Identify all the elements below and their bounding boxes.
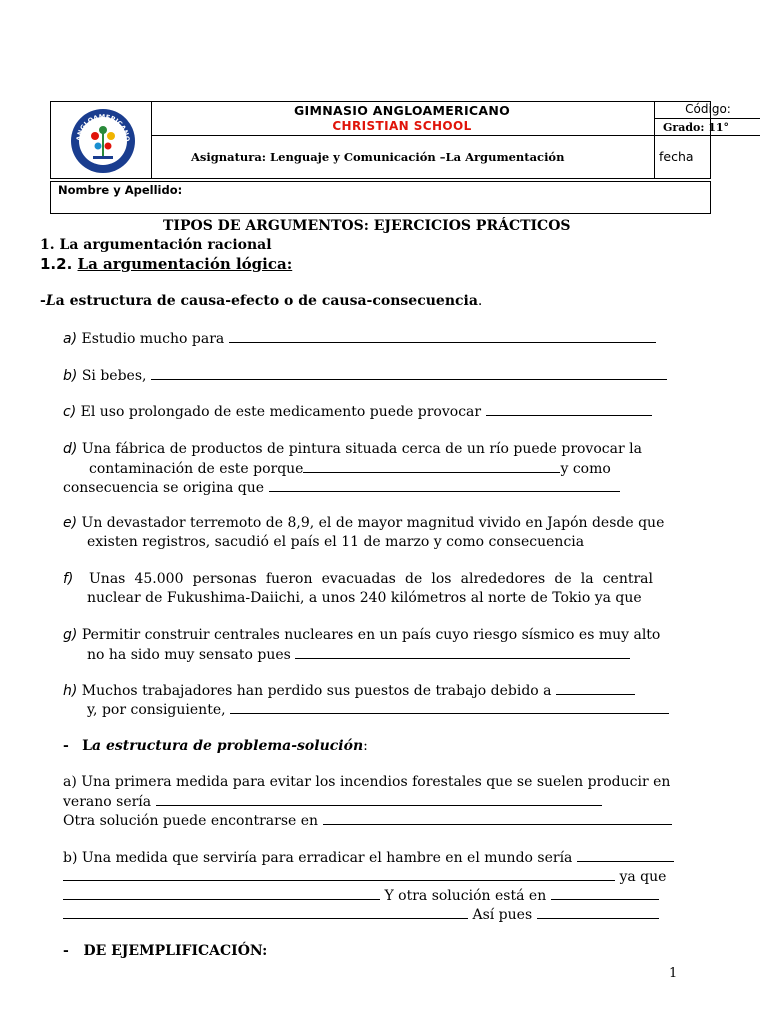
item-e-label: e) <box>63 515 78 531</box>
pb-line1 <box>63 848 674 867</box>
pb-blank-1[interactable] <box>577 848 674 862</box>
item-e-line1 <box>63 514 664 532</box>
item-d-text-2a: contaminación de este porque <box>89 461 304 477</box>
pb-line2 <box>63 867 666 886</box>
item-d-label: d) <box>63 441 78 457</box>
pa-text-1: a) Una primera medida para evitar los incendios forestales que se suelen producir en <box>63 774 671 790</box>
causa-L: L <box>45 293 56 309</box>
worksheet-title: TIPOS DE ARGUMENTOS: EJERCICIOS PRÁCTICOS <box>163 218 571 234</box>
page-number: 1 <box>669 966 678 981</box>
item-d-text-1: Una fábrica de productos de pintura situada cerca de un río puede provocar la <box>81 441 642 457</box>
item-f-label: f) <box>63 571 74 587</box>
item-a-label: a) <box>63 331 78 347</box>
pb-blank-6[interactable] <box>537 905 659 919</box>
item-e-text-1: Un devastador terremoto de 8,9, el de mayor magnitud vivido en Japón desde que <box>81 515 665 531</box>
causa-dot: . <box>477 293 483 309</box>
item-d-text-3: consecuencia se origina que <box>63 480 265 496</box>
causa-heading <box>40 292 482 310</box>
item-g-label: g) <box>63 627 78 643</box>
school-logo <box>51 102 151 178</box>
header-right <box>654 102 761 178</box>
item-c <box>63 402 652 421</box>
item-h-blank-1[interactable] <box>556 681 635 695</box>
item-g-line1 <box>63 626 660 644</box>
pb-line3 <box>63 886 659 905</box>
item-f-text-1: Unas 45.000 personas fueron evacuadas de los alrededores de la central <box>89 571 653 587</box>
ejemplificacion-title: DE EJEMPLIFICACIÓN: <box>83 943 268 959</box>
problema-colon: : <box>363 738 368 754</box>
school-name: GIMNASIO ANGLOAMERICANO <box>293 103 511 118</box>
name-label: Nombre y Apellido: <box>58 183 183 197</box>
item-e-text-2: existen registros, sacudió el país el 11 de marzo y como consecuencia <box>87 534 585 550</box>
item-d-line2 <box>89 459 611 478</box>
header-divider <box>151 135 760 136</box>
item-f-text-2: nuclear de Fukushima-Daiichi, a unos 240 kilómetros al norte de Tokio ya que <box>87 590 642 606</box>
section-1-title: 1. La argumentación racional <box>40 237 272 253</box>
item-a-blank[interactable] <box>229 329 656 343</box>
item-b-label: b) <box>63 368 78 384</box>
item-f-line1 <box>63 570 653 588</box>
problema-L: L <box>82 738 93 754</box>
item-d-line3 <box>63 478 620 497</box>
pb-blank-4[interactable] <box>551 886 659 900</box>
problema-heading <box>63 737 368 755</box>
pb-blank-5[interactable] <box>63 905 468 919</box>
section-1-2 <box>40 255 292 273</box>
ejemplificacion-dash: - <box>63 943 69 959</box>
item-h-blank-2[interactable] <box>230 700 669 714</box>
item-g-text-1: Permitir construir centrales nucleares en un país cuyo riesgo sísmico es muy alto <box>81 627 661 643</box>
name-field[interactable] <box>50 181 711 214</box>
ejemplificacion-heading <box>63 942 267 960</box>
item-h-line2 <box>87 700 669 719</box>
logo-cell <box>51 102 152 178</box>
pa-blank-1[interactable] <box>156 792 602 806</box>
grade-label: Grado: 11° <box>663 121 730 134</box>
item-c-label: c) <box>63 404 77 420</box>
pa-text-2: verano sería <box>63 794 152 810</box>
header-middle <box>151 102 653 178</box>
item-b-text: Si bebes, <box>81 368 147 384</box>
code-divider <box>654 118 760 119</box>
causa-heading-text: a estructura de causa-efecto o de causa-consecuencia <box>55 293 478 309</box>
item-a-text: Estudio mucho para <box>81 331 225 347</box>
pa-blank-2[interactable] <box>323 811 672 825</box>
subject-line: Asignatura: Lenguaje y Comunicación –La Argumentación <box>191 150 565 164</box>
pb-blank-2[interactable] <box>63 867 615 881</box>
item-g-text-2: no ha sido muy sensato pues <box>87 647 291 663</box>
item-a <box>63 329 656 348</box>
problema-dash: - <box>63 738 69 754</box>
pb-text-3: Y otra solución está en <box>384 888 547 904</box>
pb-text-4: Así pues <box>472 907 533 923</box>
pa-line3 <box>63 811 672 830</box>
item-h-text-2: y, por consiguiente, <box>87 702 226 718</box>
header-table <box>50 101 731 179</box>
logo-text: ANGLOAMERICANO <box>74 112 132 142</box>
school-subtitle: CHRISTIAN SCHOOL <box>332 119 472 133</box>
item-h-text-1: Muchos trabajadores han perdido sus puestos de trabajo debido a <box>81 683 552 699</box>
section-1-2-title: La argumentación lógica: <box>77 255 293 273</box>
pa-line2 <box>63 792 602 811</box>
item-d-text-2b: y como <box>560 461 611 477</box>
section-1-2-number: 1.2. <box>40 255 73 273</box>
item-b <box>63 366 667 385</box>
item-h-label: h) <box>63 683 78 699</box>
item-g-blank[interactable] <box>295 645 630 659</box>
causa-dash: - <box>40 293 46 309</box>
item-d-blank-2[interactable] <box>269 478 620 492</box>
pb-line4 <box>63 905 659 924</box>
date-label: fecha <box>659 149 694 164</box>
pb-blank-3[interactable] <box>63 886 380 900</box>
item-g-line2 <box>87 645 630 664</box>
item-h-line1 <box>63 681 635 700</box>
problema-heading-text: a estructura de problema-solución <box>92 738 364 754</box>
code-label: Código: <box>685 102 731 116</box>
item-c-text: El uso prolongado de este medicamento puede provocar <box>80 404 482 420</box>
item-c-blank[interactable] <box>486 402 652 416</box>
item-b-blank[interactable] <box>151 366 667 380</box>
pb-text-1: b) Una medida que serviría para erradicar el hambre en el mundo sería <box>63 850 573 866</box>
pa-text-3: Otra solución puede encontrarse en <box>63 813 319 829</box>
item-d-blank-1[interactable] <box>303 459 560 473</box>
pb-text-2: ya que <box>619 869 667 885</box>
item-d-line1 <box>63 440 642 458</box>
